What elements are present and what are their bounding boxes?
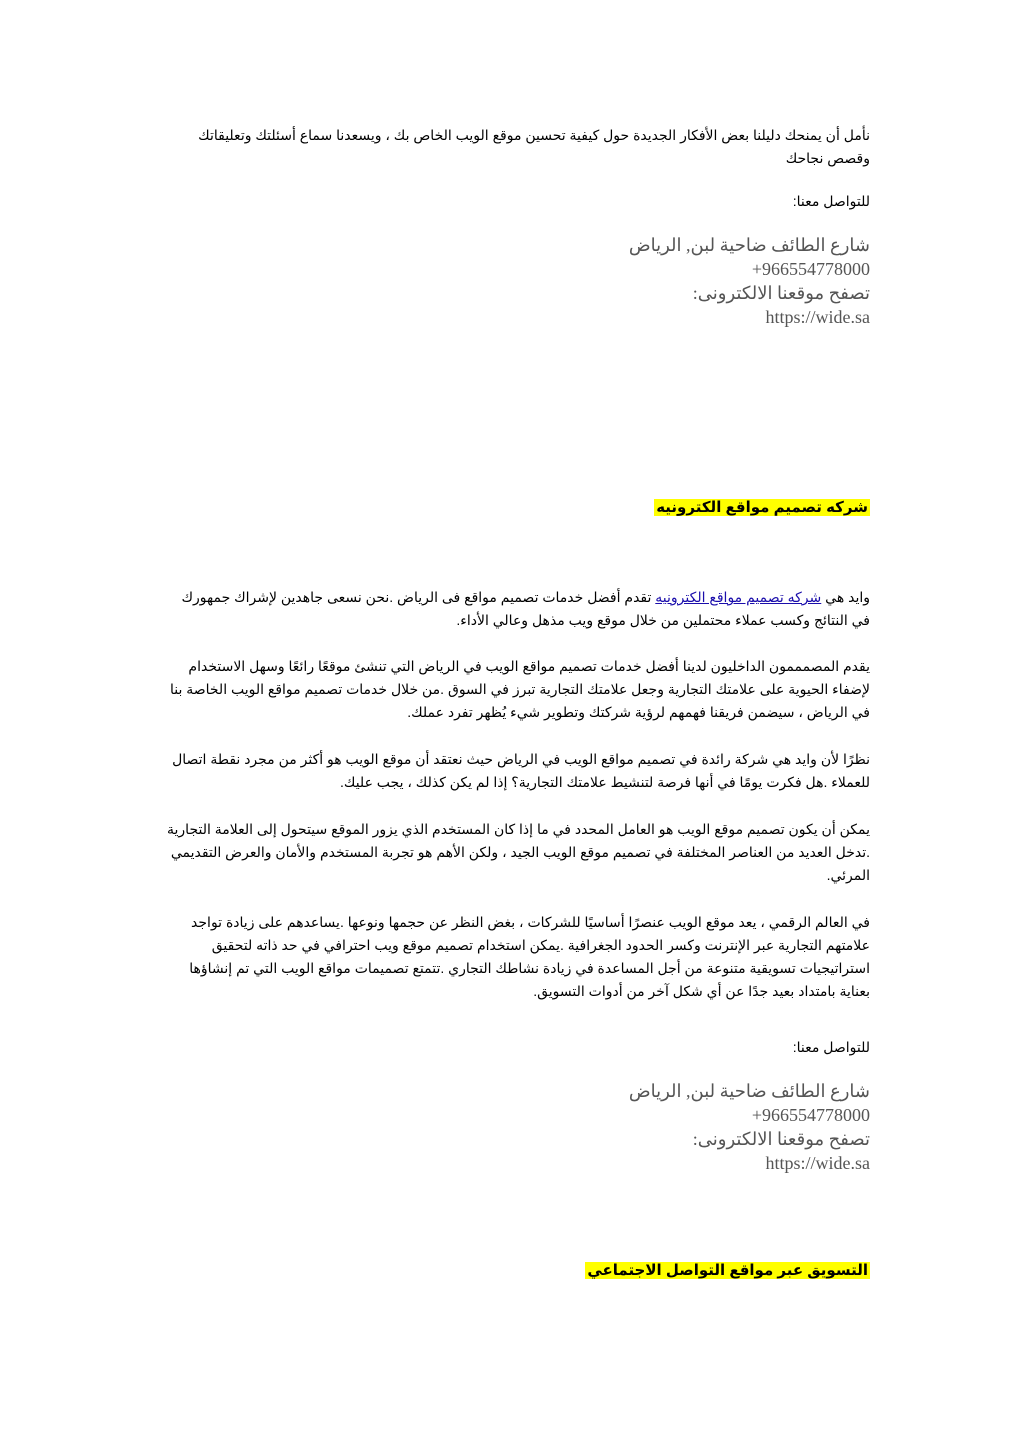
section-1-paragraph-2: يقدم المصمممون الداخليون لدينا أفضل خدمات تصميم مواقع الويب في الرياض التي تنشئ موقعًا رائعًا وسهل الاستخدام لإضفاء الحيوية على علامتك التجارية وجعل علامتك التجارية تبرز في السوق .من خلال خدمات تصميم مواقع الويب الخاصة بنا في الرياض ، سيضمن فريقنا فهمهم لرؤية شركتك وتطوير شيء يُظهر تفرد عملك. <box>169 658 870 720</box>
section-heading-1-wrap <box>160 497 870 519</box>
contact-address: شارع الطائف ضاحية لبن, الرياض <box>628 1081 870 1101</box>
contact-block-2 <box>160 1079 870 1175</box>
company-link[interactable]: شركه تصميم مواقع الكترونيه <box>655 589 822 605</box>
contact-label: للتواصل معنا: <box>792 193 870 209</box>
contact-phone[interactable]: +966554778000 <box>751 259 870 279</box>
section-heading-2-wrap <box>160 1260 870 1282</box>
contact-website-label: تصفح موقعنا الالكترونى: <box>692 1129 870 1149</box>
contact-phone[interactable]: +966554778000 <box>751 1105 870 1125</box>
contact-block-1 <box>160 233 870 329</box>
section-1-paragraph-5-wrap <box>160 911 870 1003</box>
intro-paragraph: نأمل أن يمنحك دليلنا بعض الأفكار الجديدة حول كيفية تحسين موقع الويب الخاص بك ، ويسعدنا سماع أسئلتك وتعليقاتك وقصص نجاحك <box>198 127 870 166</box>
section-1-paragraph-1-wrap <box>160 586 870 632</box>
section-1-paragraph-4-wrap <box>160 818 870 887</box>
paragraph-suffix: تقدم أفضل خدمات تصميم مواقع فى الرياض .نحن نسعى جاهدين لإشراك جمهورك في النتائج وكسب عملاء محتملين من خلال موقع ويب مذهل وعالي الأداء. <box>181 589 870 628</box>
contact-label-2-wrap <box>160 1037 870 1057</box>
section-1-paragraph-5: في العالم الرقمي ، يعد موقع الويب عنصرًا أساسيًا للشركات ، بغض النظر عن حجمها ونوعها .يساعدهم على زيادة تواجد علامتهم التجارية عبر الإنترنت وكسر الحدود الجغرافية .يمكن استخدام تصميم موقع ويب احترافي في حد ذاته لتحقيق استراتيجيات تسويقية متنوعة من أجل المساعدة في زيادة نشاطك التجاري .تتمتع تصميمات مواقع الويب التي تم إنشاؤها بعناية بامتداد بعيد جدًا عن أي شكل آخر من أدوات التسويق. <box>189 914 870 999</box>
section-1-paragraph-4: يمكن أن يكون تصميم موقع الويب هو العامل المحدد في ما إذا كان المستخدم الذي يزور الموقع سيتحول إلى العلامة التجارية .تدخل العديد من العناصر المختلفة في تصميم موقع الويب الجيد ، ولكن الأهم هو تجربة المستخدم والأمان والعرض التقديمي المرئي. <box>167 821 870 883</box>
section-heading: التسويق عبر مواقع التواصل الاجتماعي <box>587 1262 868 1279</box>
contact-label-1-wrap <box>160 191 870 211</box>
section-1-paragraph-3: نظرًا لأن وايد هي شركة رائدة في تصميم مواقع الويب في الرياض حيث نعتقد أن موقع الويب هو أكثر من مجرد نقطة اتصال للعملاء .هل فكرت يومًا في أنها فرصة لتنشيط علامتك التجارية؟ إذا لم يكن كذلك ، يجب عليك. <box>172 751 870 790</box>
contact-label: للتواصل معنا: <box>792 1039 870 1055</box>
section-1-paragraph-1 <box>160 586 870 632</box>
contact-website-link[interactable]: https://wide.sa <box>765 1153 870 1173</box>
intro-section <box>160 124 870 170</box>
contact-website-label: تصفح موقعنا الالكترونى: <box>692 283 870 303</box>
contact-website-link[interactable]: https://wide.sa <box>765 307 870 327</box>
section-heading: شركه تصميم مواقع الكترونيه <box>656 499 868 516</box>
section-1-paragraph-2-wrap <box>160 655 870 724</box>
contact-address: شارع الطائف ضاحية لبن, الرياض <box>628 235 870 255</box>
section-1-paragraph-3-wrap <box>160 748 870 794</box>
paragraph-prefix: وايد هي <box>821 589 870 605</box>
